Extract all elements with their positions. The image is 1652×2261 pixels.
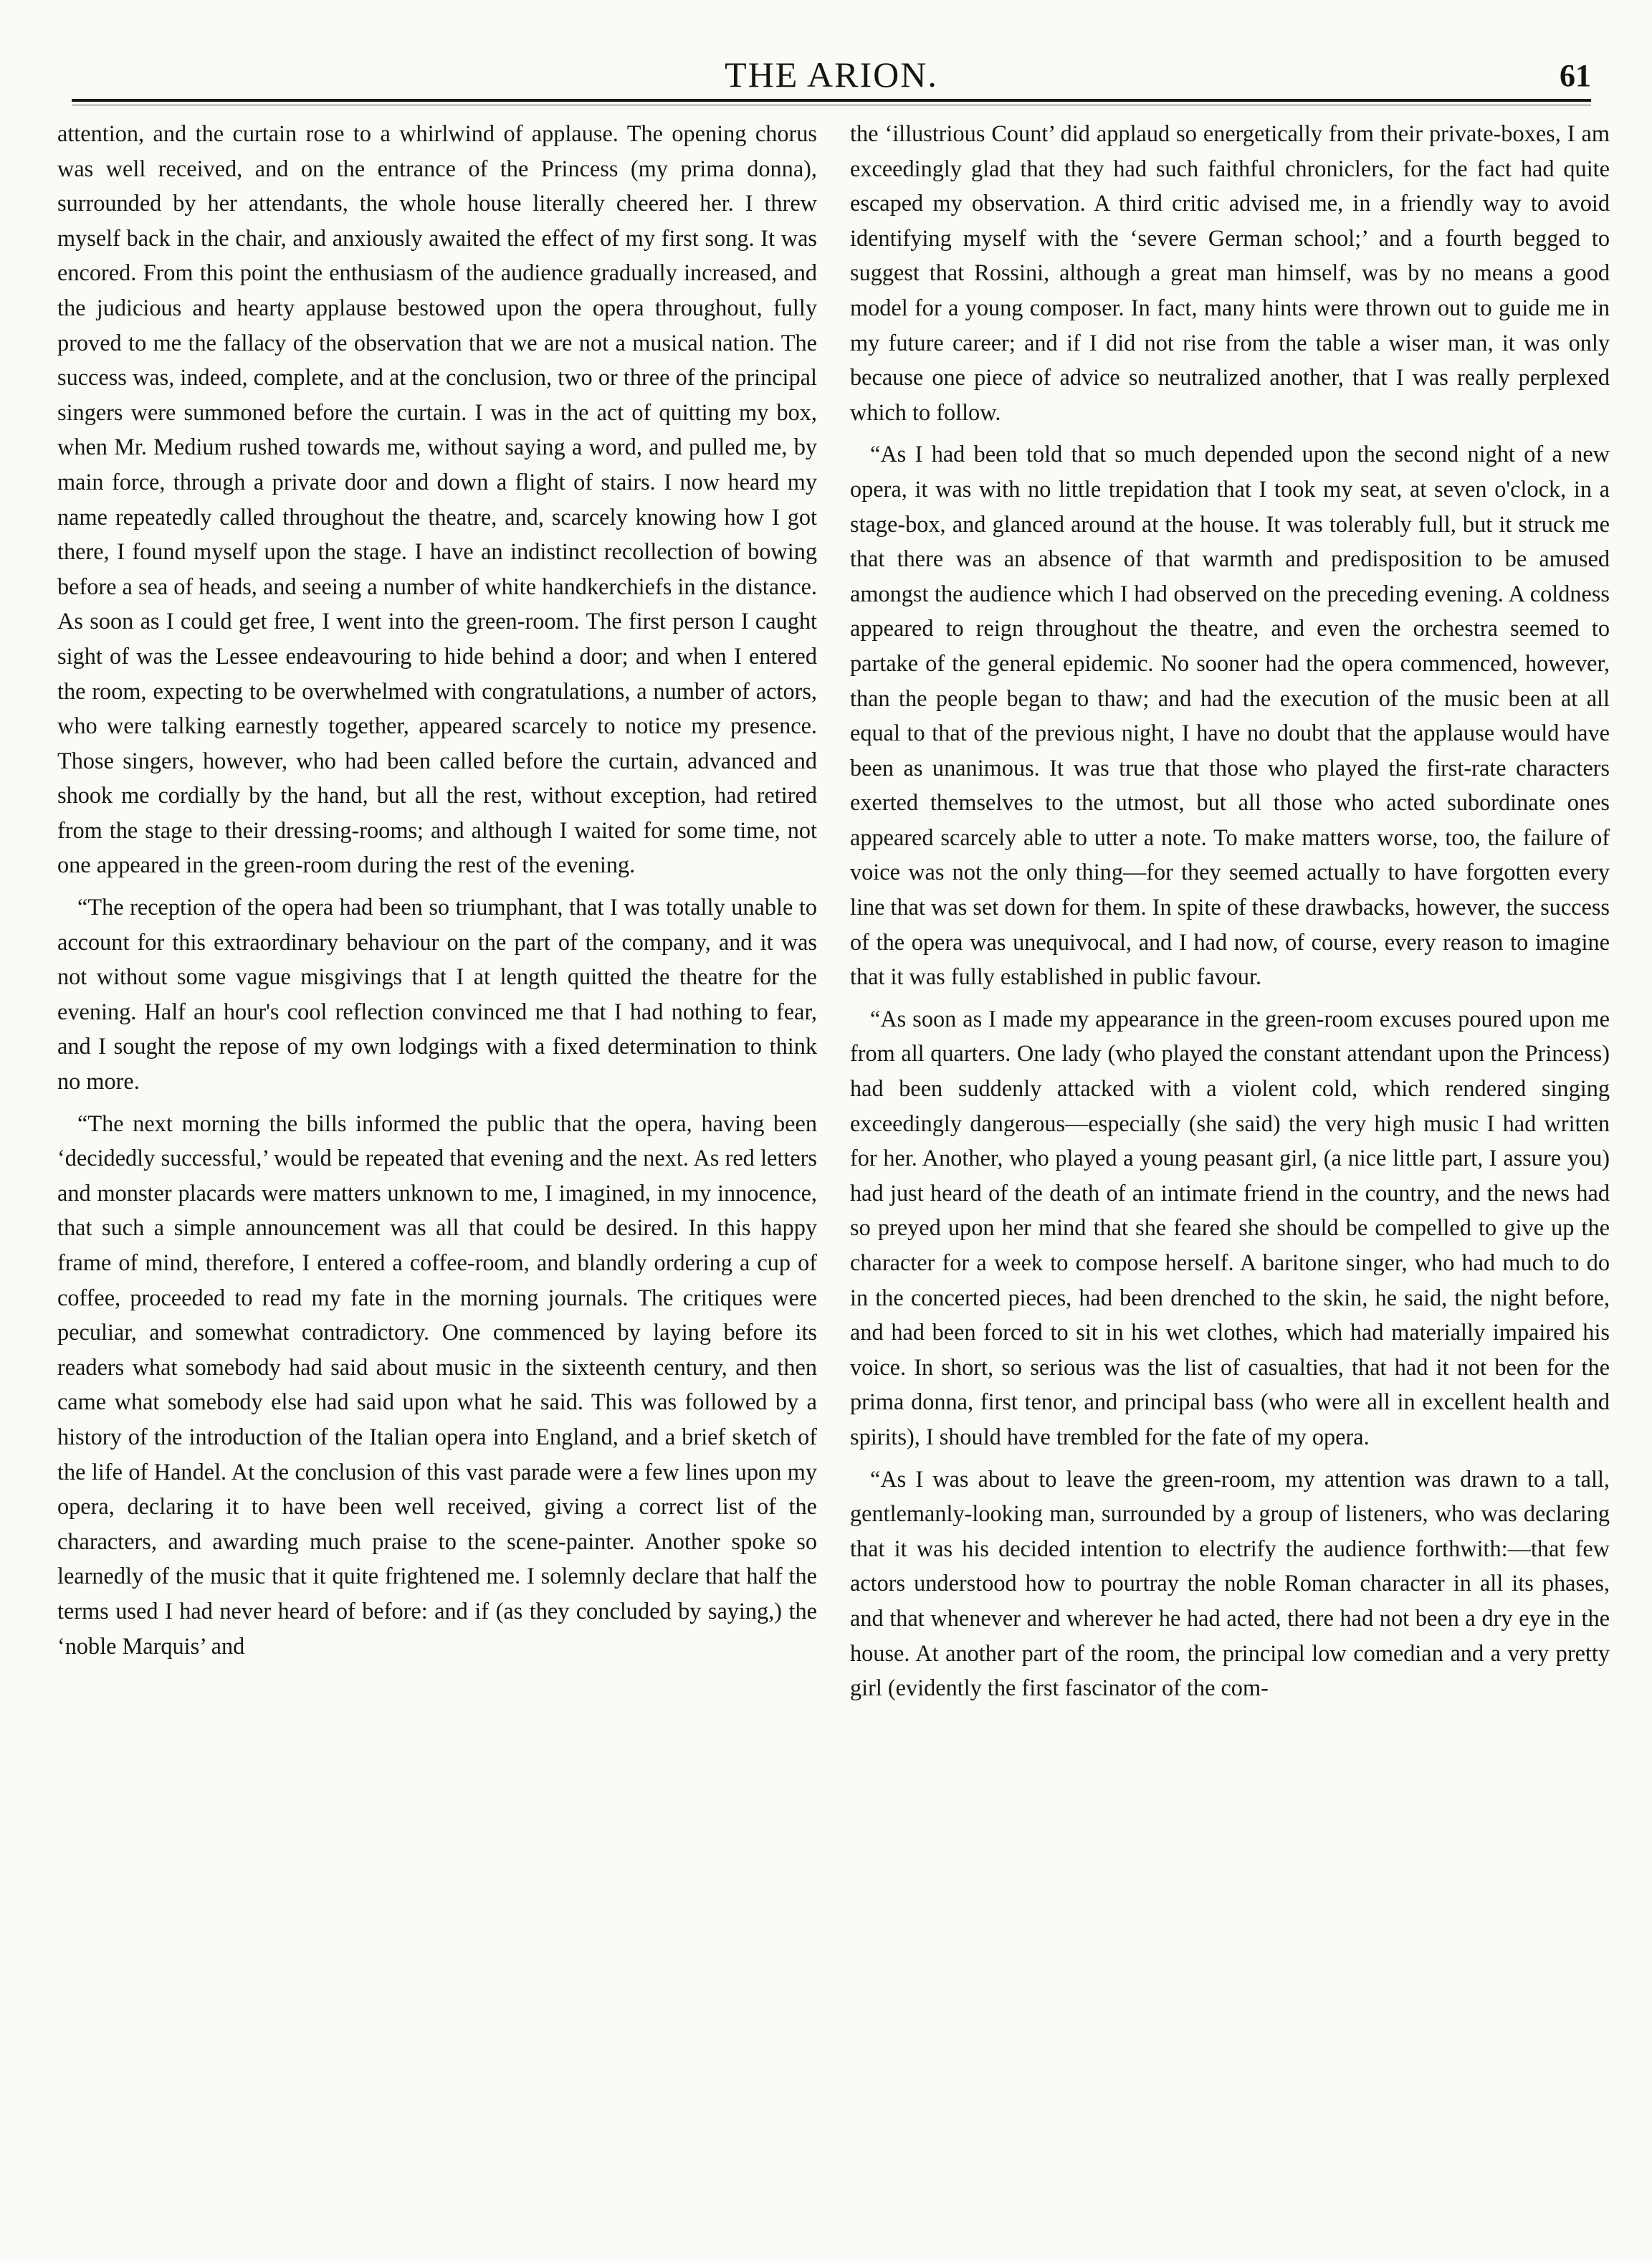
paragraph: attention, and the curtain rose to a whirlwind of applause. The opening chorus was well received, and on the entrance of the Princess (my prima donna), surrounded by her attendants, the whole house literally cheered her. I threw myself back in the chair, and anxiously awaited the effect of my first song. It was encored. From this point the enthusiasm of the audience gradually increased, and the judicious and hearty applause bestowed upon the opera throughout, fully proved to me the fallacy of the observation that we are not a musical nation. The success was, indeed, complete, and at the conclusion, two or three of the principal singers were summoned before the curtain. I was in the act of quitting my box, when Mr. Medium rushed towards me, without saying a word, and pulled me, by main force, through a private door and down a flight of stairs. I now heard my name repeatedly called throughout the theatre, and, scarcely knowing how I got there, I found myself upon the stage. I have an indistinct recollection of bowing before a sea of heads, and seeing a number of white handkerchiefs in the distance. As soon as I could get free, I went into the green-room. The first person I caught sight of was the Lessee endeavouring to hide behind a door; and when I entered the room, expecting to be overwhelmed with congratulations, a number of actors, who were talking earnestly together, appeared scarcely to notice my presence. Those singers, however, who had been called before the curtain, advanced and shook me cordially by the hand, but all the rest, without exception, had retired from the stage to their dressing-rooms; and although I waited for some time, not one appeared in the green-room during the rest of the evening. bbox=[57, 120, 817, 878]
paragraph: the ‘illustrious Count’ did applaud so energetically from their private-boxes, I am exceedingly glad that they had such faithful chroniclers, for the fact had quite escaped my observation. A third critic advised me, in a friendly way to avoid identifying myself with the ‘severe German school;’ and a fourth begged to suggest that Rossini, although a great man himself, was by no means a good model for a young composer. In fact, many hints were thrown out to guide me in my future career; and if I did not rise from the table a wiser man, it was only because one piece of advice so neutralized another, that I was really perplexed which to follow. bbox=[850, 120, 1610, 425]
paragraph: “The next morning the bills informed the public that the opera, having been ‘decidedly successful,’ would be repeated that evening and the next. As red letters and monster placards were matters unknown to me, I imagined, in my innocence, that such a simple announcement was all that could be desired. In this happy frame of mind, therefore, I entered a coffee-room, and blandly ordering a cup of coffee, proceeded to read my fate in the morning journals. The critiques were peculiar, and somewhat contradictory. One commenced by laying before its readers what somebody had said about music in the sixteenth century, and then came what somebody else had said upon what he said. This was followed by a history of the introduction of the Italian opera into England, and a brief sketch of the life of Handel. At the conclusion of this vast parade were a few lines upon my opera, declaring it to have been well received, giving a correct list of the characters, and awarding much praise to the scene-painter. Another spoke so learnedly of the music that it quite frightened me. I solemnly declare that half the terms used I had never heard of before: and if (as they concluded by saying,) the ‘noble Marquis’ and bbox=[57, 1110, 817, 1659]
paragraph: “As I had been told that so much depended upon the second night of a new opera, it was with no little trepidation that I took my seat, at seven o'clock, in a stage-box, and glanced around at the house. It was tolerably full, but it struck me that there was an absence of that warmth and predisposition to be amused amongst the audience which I had observed on the preceding evening. A coldness appeared to reign throughout the theatre, and even the orchestra seemed to partake of the general epidemic. No sooner had the opera commenced, however, than the people began to thaw; and had the execution of the music been at all equal to that of the previous night, I have no doubt that the applause would have been as unanimous. It was true that those who played the first-rate characters exerted themselves to the utmost, but all those who acted subordinate ones appeared scarcely able to utter a note. To make matters worse, too, the failure of voice was not the only thing—for they seemed actually to have forgotten every line that was set down for them. In spite of these drawbacks, however, the success of the opera was unequivocal, and I had now, of course, every reason to imagine that it was fully established in public favour. bbox=[850, 441, 1610, 990]
paragraph: “As I was about to leave the green-room, my attention was drawn to a tall, gentlemanly-looking man, surrounded by a group of listeners, who was declaring that it was his decided intention to electrify the audience forthwith:—that few actors understood how to pourtray the noble Roman character in all its phases, and that whenever and wherever he had acted, there had not been a dry eye in the house. At another part of the room, the principal low comedian and a very pretty girl (evidently the first fascinator of the com- bbox=[850, 1465, 1610, 1701]
running-title: THE ARION. bbox=[725, 54, 938, 95]
paragraph: “The reception of the opera had been so triumphant, that I was totally unable to account for this extraordinary behaviour on the part of the company, and it was not without some vague misgivings that I at length quitted the theatre for the evening. Half an hour's cool reflection convinced me that I had nothing to fear, and I sought the repose of my own lodgings with a fixed determination to think no more. bbox=[57, 894, 817, 1095]
right-column bbox=[850, 116, 1610, 2220]
left-column bbox=[57, 116, 817, 2220]
page-number: 61 bbox=[1560, 58, 1591, 93]
paragraph: “As soon as I made my appearance in the green-room excuses poured upon me from all quarters. One lady (who played the constant attendant upon the Princess) had been suddenly attacked with a violent cold, which rendered singing exceedingly dangerous—especially (she said) the very high music I had written for her. Another, who played a young peasant girl, (a nice little part, I assure you) had just heard of the death of an intimate friend in the country, and the news had so preyed upon her mind that she feared she should be compelled to give up the character for a week to compose herself. A baritone singer, who had much to do in the concerted pieces, had been drenched to the skin, he said, the night before, and had been forced to sit in his wet clothes, which had materially impaired his voice. In short, so serious was the list of casualties, that had it not been for the prima donna, first tenor, and principal bass (who were all in excellent health and spirits), I should have trembled for the fate of my opera. bbox=[850, 1005, 1610, 1450]
header-rule bbox=[72, 99, 1591, 102]
